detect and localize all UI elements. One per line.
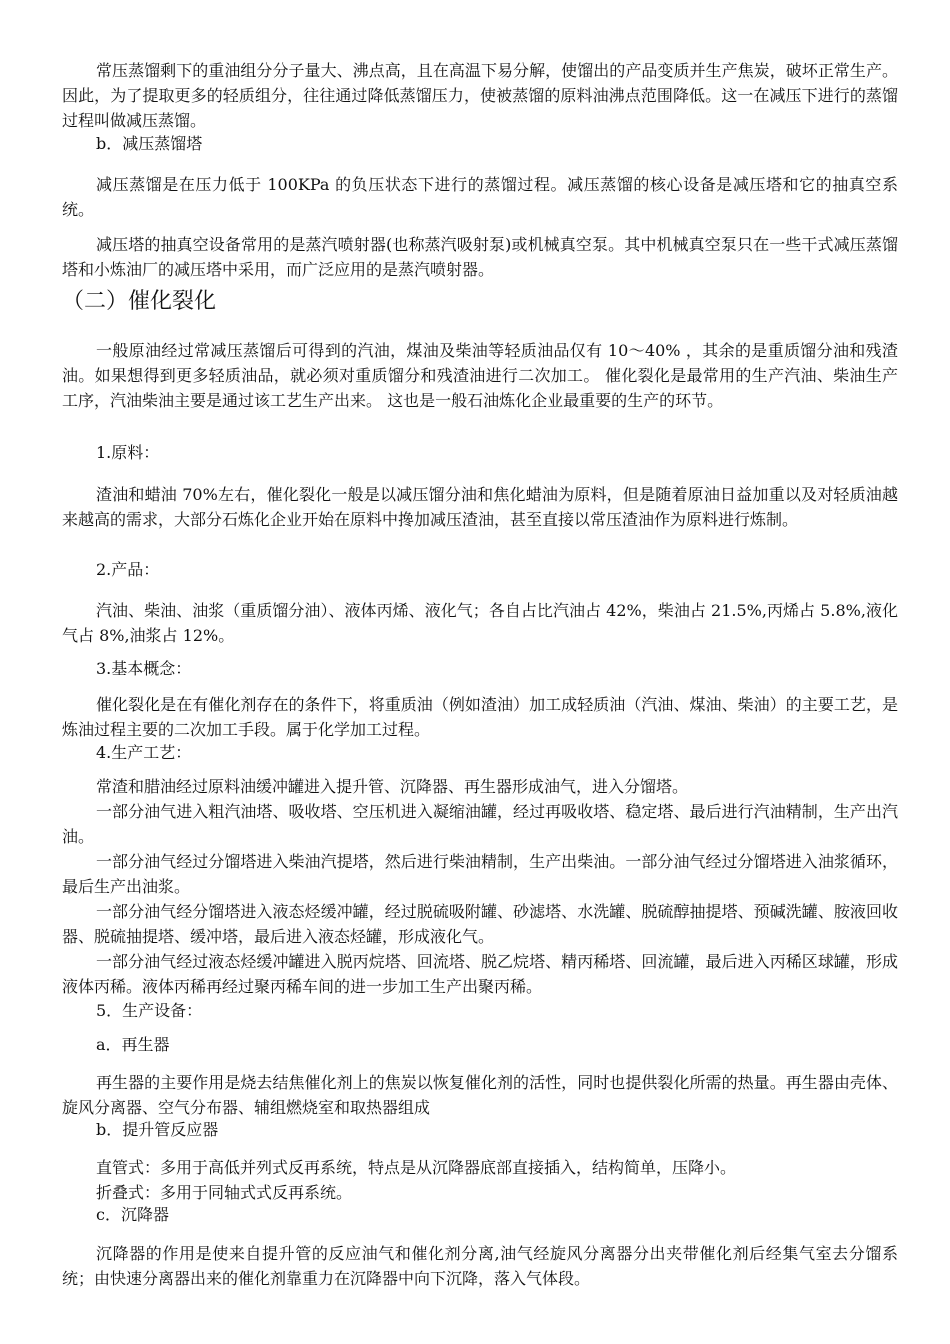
subheading-equipment: 5．生产设备： xyxy=(96,1001,203,1020)
paragraph-catalytic-intro: 一般原油经过常减压蒸馏后可得到的汽油，煤油及柴油等轻质油品仅有 10～40% ，其余的是重质馏分油和残渣油。如果想得到更多轻质油品，就必须对重质馏分和残渣油进行二次加工。 催化裂化是最常用的生产汽油、柴油生产工序，汽油柴油主要是通过该工艺生产出来。 这也是一般石油炼化企业最重要的生产的环节。 xyxy=(62,341,898,410)
paragraph-vacuum-definition: 减压蒸馏是在压力低于 100KPa 的负压状态下进行的蒸馏过程。减压蒸馏的核心设备是减压塔和它的抽真空系统。 xyxy=(62,175,898,219)
paragraph-feedstock: 渣油和蜡油 70%左右，催化裂化一般是以减压馏分油和焦化蜡油为原料，但是随着原油日益加重以及对轻质油越来越高的需求，大部分石炼化企业开始在原料中搀加减压渣油，甚至直接以常压渣油作为原料进行炼制。 xyxy=(62,485,898,529)
subheading-riser-reactor: b．提升管反应器 xyxy=(96,1120,219,1139)
subheading-vacuum-tower: b．减压蒸馏塔 xyxy=(96,134,203,153)
subheading-process: 4.生产工艺： xyxy=(96,743,192,762)
paragraph-vacuum-distillation-intro: 常压蒸馏剩下的重油组分分子量大、沸点高，且在高温下易分解，使馏出的产品变质并生产焦炭，破坏正常生产。因此，为了提取更多的轻质组分，往往通过降低蒸馏压力，使被蒸馏的原料油沸点范围降低。这一在减压下进行的蒸馏过程叫做减压蒸馏。 xyxy=(62,61,898,130)
paragraph-riser-straight: 直管式：多用于高低并列式反再系统，特点是从沉降器底部直接插入，结构简单，压降小。 xyxy=(96,1158,737,1177)
paragraph-process-4: 一部分油气经分馏塔进入液态烃缓冲罐，经过脱硫吸附罐、砂滤塔、水洗罐、脱硫醇抽提塔、预碱洗罐、胺液回收器、脱硫抽提塔、缓冲塔，最后进入液态烃罐，形成液化气。 xyxy=(62,902,898,946)
paragraph-process-2: 一部分油气进入粗汽油塔、吸收塔、空压机进入凝缩油罐，经过再吸收塔、稳定塔、最后进行汽油精制，生产出汽油。 xyxy=(62,802,898,846)
paragraph-process-1: 常渣和腊油经过原料油缓冲罐进入提升管、沉降器、再生器形成油气，进入分馏塔。 xyxy=(96,777,689,796)
subheading-regenerator: a．再生器 xyxy=(96,1035,170,1054)
paragraph-process-5: 一部分油气经过液态烃缓冲罐进入脱丙烷塔、回流塔、脱乙烷塔、精丙稀塔、回流罐，最后进入丙稀区球罐，形成液体丙稀。液体丙稀再经过聚丙稀车间的进一步加工生产出聚丙稀。 xyxy=(62,952,898,996)
subheading-basic-concept: 3.基本概念： xyxy=(96,659,192,678)
subheading-feedstock: 1.原料： xyxy=(96,443,160,462)
paragraph-settler: 沉降器的作用是使来自提升管的反应油气和催化剂分离,油气经旋风分离器分出夹带催化剂后经集气室去分馏系统；由快速分离器出来的催化剂靠重力在沉降器中向下沉降，落入气体段。 xyxy=(62,1244,898,1288)
paragraph-riser-folded: 折叠式：多用于同轴式式反再系统。 xyxy=(96,1183,353,1202)
subheading-products: 2.产品： xyxy=(96,560,160,579)
paragraph-process-3: 一部分油气经过分馏塔进入柴油汽提塔，然后进行柴油精制，生产出柴油。一部分油气经过分馏塔进入油浆循环，最后生产出油浆。 xyxy=(62,852,898,896)
subheading-settler: c．沉降器 xyxy=(96,1205,169,1224)
section-heading-catalytic-cracking: （二）催化裂化 xyxy=(62,289,217,314)
paragraph-basic-concept: 催化裂化是在有催化剂存在的条件下，将重质油（例如渣油）加工成轻质油（汽油、煤油、柴油）的主要工艺，是炼油过程主要的二次加工手段。属于化学加工过程。 xyxy=(62,695,898,739)
paragraph-vacuum-equipment: 减压塔的抽真空设备常用的是蒸汽喷射器(也称蒸汽吸射泵)或机械真空泵。其中机械真空泵只在一些干式减压蒸馏塔和小炼油厂的减压塔中采用，而广泛应用的是蒸汽喷射器。 xyxy=(62,235,898,279)
paragraph-products: 汽油、柴油、油浆（重质馏分油）、液体丙烯、液化气；各自占比汽油占 42%，柴油占 21.5%,丙烯占 5.8%,液化气占 8%,油浆占 12%。 xyxy=(62,601,898,645)
paragraph-regenerator: 再生器的主要作用是烧去结焦催化剂上的焦炭以恢复催化剂的活性，同时也提供裂化所需的热量。再生器由壳体、旋风分离器、空气分布器、辅组燃烧室和取热器组成 xyxy=(62,1073,898,1117)
